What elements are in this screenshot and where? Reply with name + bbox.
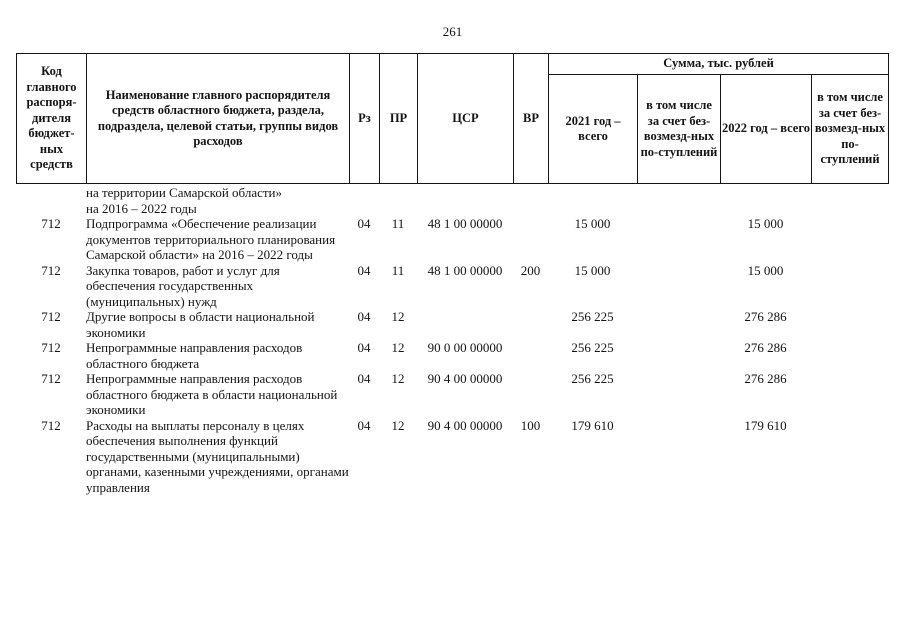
row-2021-total: 15 000 <box>574 216 611 231</box>
row-code: 712 <box>41 262 61 278</box>
row-2022-total: 276 286 <box>744 340 787 355</box>
row-2022-gratis <box>811 216 888 263</box>
continuation-line-1: на территории Самарской области» <box>86 185 282 200</box>
header-vr: ВР <box>514 54 549 184</box>
table-row <box>16 263 888 310</box>
table-row <box>16 371 888 418</box>
row-2021-gratis <box>637 263 720 310</box>
row-2022-gratis <box>811 309 888 340</box>
row-name: Закупка товаров, работ и услуг для обеспечения государственных (муниципальных) нужд <box>86 262 280 309</box>
row-2021-gratis <box>637 340 720 371</box>
continuation-line-2: на 2016 – 2022 годы <box>86 200 197 216</box>
row-rz: 04 <box>357 340 371 355</box>
table-body <box>16 185 888 495</box>
row-2021-total: 256 225 <box>571 340 614 355</box>
row-vr <box>513 216 548 263</box>
row-vr <box>513 309 548 340</box>
header-2021-total: 2021 год – всего <box>549 75 638 184</box>
row-pr: 12 <box>391 417 405 433</box>
row-rz: 04 <box>357 216 371 231</box>
row-name: Непрограммные направления расходов областного бюджета <box>86 340 303 371</box>
row-name: Непрограммные направления расходов областного бюджета в области национальной экономики <box>86 371 338 417</box>
row-2022-total: 15 000 <box>747 216 784 231</box>
row-2021-total: 179 610 <box>571 417 614 433</box>
row-csr: 90 4 00 00000 <box>427 371 503 386</box>
row-2021-gratis <box>637 216 720 263</box>
row-2022-total: 15 000 <box>747 262 784 278</box>
row-code: 712 <box>41 371 61 386</box>
row-rz: 04 <box>357 309 371 324</box>
page-number: 261 <box>442 24 463 39</box>
row-2022-gratis <box>811 418 888 496</box>
header-rz: Рз <box>350 54 380 184</box>
row-pr: 11 <box>391 216 405 231</box>
row-csr: 48 1 00 00000 <box>427 216 503 231</box>
row-pr: 12 <box>391 340 405 355</box>
row-name: Подпрограмма «Обеспечение реализации документов территориального планирования Самарской области» на 2016 – 2022 годы <box>86 216 336 262</box>
header-csr: ЦСР <box>418 54 514 184</box>
row-vr: 100 <box>520 417 541 433</box>
row-2021-total: 256 225 <box>571 371 614 386</box>
header-2022-gratis: в том числе за счет без-возмезд-ных по-ступлений <box>812 75 889 184</box>
table-row <box>16 216 888 263</box>
row-csr <box>417 309 513 340</box>
header-2021-gratis: в том числе за счет без-возмезд-ных по-ступлений <box>638 75 721 184</box>
header-name: Наименование главного распорядителя средств областного бюджета, раздела, подраздела, целевой статьи, группы видов расходов <box>87 54 350 184</box>
row-code: 712 <box>41 216 61 231</box>
row-code: 712 <box>41 340 61 355</box>
row-2021-gratis <box>637 309 720 340</box>
row-code: 712 <box>41 417 61 433</box>
row-2021-gratis <box>637 371 720 418</box>
row-vr: 200 <box>520 262 541 278</box>
row-2022-gratis <box>811 263 888 310</box>
row-csr: 90 4 00 00000 <box>427 417 503 433</box>
row-rz: 04 <box>357 417 371 433</box>
row-name: Расходы на выплаты персоналу в целях обеспечения выполнения функций государственными (муниципальными) органами, казенными учреждениями, органами управления <box>86 417 349 495</box>
row-2021-total: 256 225 <box>571 309 614 324</box>
row-csr: 90 0 00 00000 <box>427 340 503 355</box>
row-csr: 48 1 00 00000 <box>427 262 503 278</box>
row-pr: 12 <box>391 309 405 324</box>
header-pr: ПР <box>380 54 418 184</box>
row-2022-gratis <box>811 340 888 371</box>
row-name: Другие вопросы в области национальной экономики <box>86 309 315 340</box>
row-2022-gratis <box>811 371 888 418</box>
row-pr: 11 <box>391 262 405 278</box>
row-code: 712 <box>41 309 61 324</box>
row-vr <box>513 340 548 371</box>
table-row <box>16 340 888 371</box>
table-header <box>16 53 889 184</box>
row-2022-total: 276 286 <box>744 309 787 324</box>
header-2022-total: 2022 год – всего <box>721 75 812 184</box>
row-2022-total: 276 286 <box>744 371 787 386</box>
row-pr: 12 <box>391 371 405 386</box>
header-code: Код главного распоря-дителя бюджет-ных средств <box>17 54 87 184</box>
table-row <box>16 418 888 496</box>
header-sum-group: Сумма, тыс. рублей <box>549 54 889 75</box>
continuation-row <box>16 185 888 216</box>
row-2022-total: 179 610 <box>744 417 787 433</box>
row-2021-gratis <box>637 418 720 496</box>
row-vr <box>513 371 548 418</box>
row-2021-total: 15 000 <box>574 262 611 278</box>
row-rz: 04 <box>357 371 371 386</box>
row-rz: 04 <box>357 262 371 278</box>
table-row <box>16 309 888 340</box>
